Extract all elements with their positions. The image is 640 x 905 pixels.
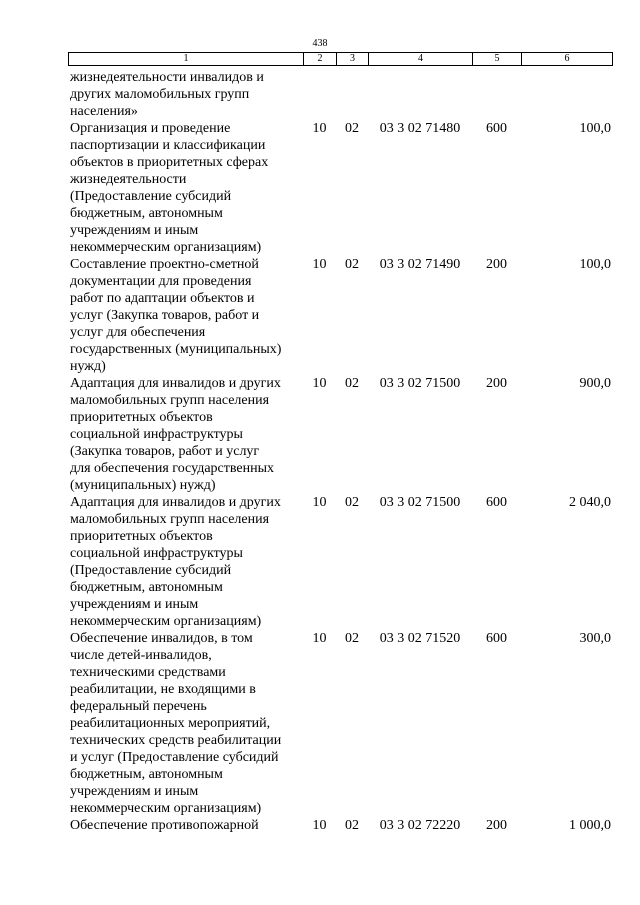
amount: 300,0 bbox=[579, 631, 611, 646]
section-code bbox=[303, 69, 336, 120]
section-code: 10 bbox=[312, 631, 327, 646]
description-line: жизнедеятельности bbox=[70, 172, 187, 187]
column-header-4: 4 bbox=[369, 53, 473, 66]
row-description bbox=[68, 256, 303, 375]
description-line: населения» bbox=[70, 104, 138, 119]
description-line: и услуг (Предоставление субсидий bbox=[70, 750, 279, 765]
amount: 1 000,0 bbox=[569, 818, 611, 833]
subsection-code: 02 bbox=[345, 631, 359, 646]
description-line: Составление проектно-сметной bbox=[70, 257, 259, 272]
amount: 900,0 bbox=[579, 376, 611, 391]
description-line: (Предоставление субсидий bbox=[70, 563, 232, 578]
description-line: бюджетным, автономным bbox=[70, 580, 223, 595]
description-line: приоритетных объектов bbox=[70, 529, 213, 544]
section-code: 10 bbox=[312, 121, 327, 136]
section-code: 10 bbox=[312, 257, 327, 272]
description-line: учреждениям и иным bbox=[70, 784, 199, 799]
description-line: Адаптация для инвалидов и других bbox=[70, 376, 281, 391]
row-description bbox=[68, 630, 303, 817]
subsection-code: 02 bbox=[345, 818, 359, 833]
amount: 2 040,0 bbox=[569, 495, 611, 510]
amount bbox=[521, 69, 612, 120]
section-code: 10 bbox=[312, 495, 327, 510]
description-line: социальной инфраструктуры bbox=[70, 546, 243, 561]
description-line: работ по адаптации объектов и bbox=[70, 291, 255, 306]
description-line: документации для проведения bbox=[70, 274, 252, 289]
description-line: услуг для обеспечения bbox=[70, 325, 206, 340]
column-header-row bbox=[69, 53, 613, 66]
amount: 100,0 bbox=[579, 121, 611, 136]
section-code: 10 bbox=[312, 376, 327, 391]
expense-type-code: 600 bbox=[486, 495, 507, 510]
column-header-table bbox=[68, 52, 613, 66]
description-line: бюджетным, автономным bbox=[70, 767, 223, 782]
amount: 100,0 bbox=[579, 257, 611, 272]
column-header-5: 5 bbox=[473, 53, 522, 66]
column-header-1: 1 bbox=[69, 53, 304, 66]
target-article-code: 03 3 02 71500 bbox=[379, 376, 461, 391]
description-line: паспортизации и классификации bbox=[70, 138, 266, 153]
column-header-6: 6 bbox=[522, 53, 613, 66]
table-row bbox=[68, 69, 612, 120]
expense-type-code: 600 bbox=[486, 121, 507, 136]
column-header-3: 3 bbox=[337, 53, 369, 66]
target-article-code: 03 3 02 71490 bbox=[379, 257, 461, 272]
description-line: реабилитации, не входящими в bbox=[70, 682, 256, 697]
target-article-code: 03 3 02 71480 bbox=[379, 121, 461, 136]
subsection-code: 02 bbox=[345, 257, 359, 272]
expense-type-code bbox=[472, 69, 521, 120]
budget-table-body bbox=[68, 69, 612, 834]
target-article-code bbox=[368, 69, 472, 120]
description-line: учреждениям и иным bbox=[70, 597, 199, 612]
expense-type-code: 600 bbox=[486, 631, 507, 646]
description-line: некоммерческим организациям) bbox=[70, 801, 262, 816]
row-description bbox=[68, 375, 303, 494]
description-line: Адаптация для инвалидов и других bbox=[70, 495, 281, 510]
expense-type-code: 200 bbox=[486, 818, 507, 833]
description-line: техническими средствами bbox=[70, 665, 226, 680]
description-line: социальной инфраструктуры bbox=[70, 427, 243, 442]
subsection-code bbox=[336, 69, 368, 120]
description-line: учреждениям и иным bbox=[70, 223, 199, 238]
description-line: государственных (муниципальных) bbox=[70, 342, 282, 357]
table-row bbox=[68, 494, 612, 630]
row-description bbox=[68, 817, 303, 834]
description-line: (муниципальных) нужд) bbox=[70, 478, 216, 493]
table-row bbox=[68, 630, 612, 817]
section-code: 10 bbox=[312, 818, 327, 833]
target-article-code: 03 3 02 72220 bbox=[379, 818, 461, 833]
description-line: маломобильных групп населения bbox=[70, 512, 270, 527]
description-line: реабилитационных мероприятий, bbox=[70, 716, 271, 731]
description-line: услуг (Закупка товаров, работ и bbox=[70, 308, 260, 323]
description-line: (Закупка товаров, работ и услуг bbox=[70, 444, 260, 459]
description-line: Организация и проведение bbox=[70, 121, 231, 136]
row-description bbox=[68, 494, 303, 630]
description-line: объектов в приоритетных сферах bbox=[70, 155, 269, 170]
expense-type-code: 200 bbox=[486, 257, 507, 272]
target-article-code: 03 3 02 71500 bbox=[379, 495, 461, 510]
description-line: маломобильных групп населения bbox=[70, 393, 270, 408]
row-description bbox=[68, 69, 303, 120]
description-line: федеральный перечень bbox=[70, 699, 207, 714]
description-line: числе детей-инвалидов, bbox=[70, 648, 212, 663]
description-line: (Предоставление субсидий bbox=[70, 189, 232, 204]
description-line: технических средств реабилитации bbox=[70, 733, 282, 748]
description-line: Обеспечение противопожарной bbox=[70, 818, 259, 833]
description-line: Обеспечение инвалидов, в том bbox=[70, 631, 253, 646]
row-description bbox=[68, 120, 303, 256]
expense-type-code: 200 bbox=[486, 376, 507, 391]
table-row bbox=[68, 256, 612, 375]
subsection-code: 02 bbox=[345, 376, 359, 391]
description-line: приоритетных объектов bbox=[70, 410, 213, 425]
subsection-code: 02 bbox=[345, 121, 359, 136]
target-article-code: 03 3 02 71520 bbox=[379, 631, 461, 646]
description-line: бюджетным, автономным bbox=[70, 206, 223, 221]
description-line: других маломобильных групп bbox=[70, 87, 250, 102]
page-number: 438 bbox=[312, 38, 328, 49]
table-row bbox=[68, 817, 612, 834]
description-line: некоммерческим организациям) bbox=[70, 240, 262, 255]
table-row bbox=[68, 120, 612, 256]
description-line: для обеспечения государственных bbox=[70, 461, 274, 476]
table-row bbox=[68, 375, 612, 494]
column-header-2: 2 bbox=[304, 53, 337, 66]
description-line: жизнедеятельности инвалидов и bbox=[70, 70, 264, 85]
description-line: нужд) bbox=[70, 359, 106, 374]
subsection-code: 02 bbox=[345, 495, 359, 510]
description-line: некоммерческим организациям) bbox=[70, 614, 262, 629]
